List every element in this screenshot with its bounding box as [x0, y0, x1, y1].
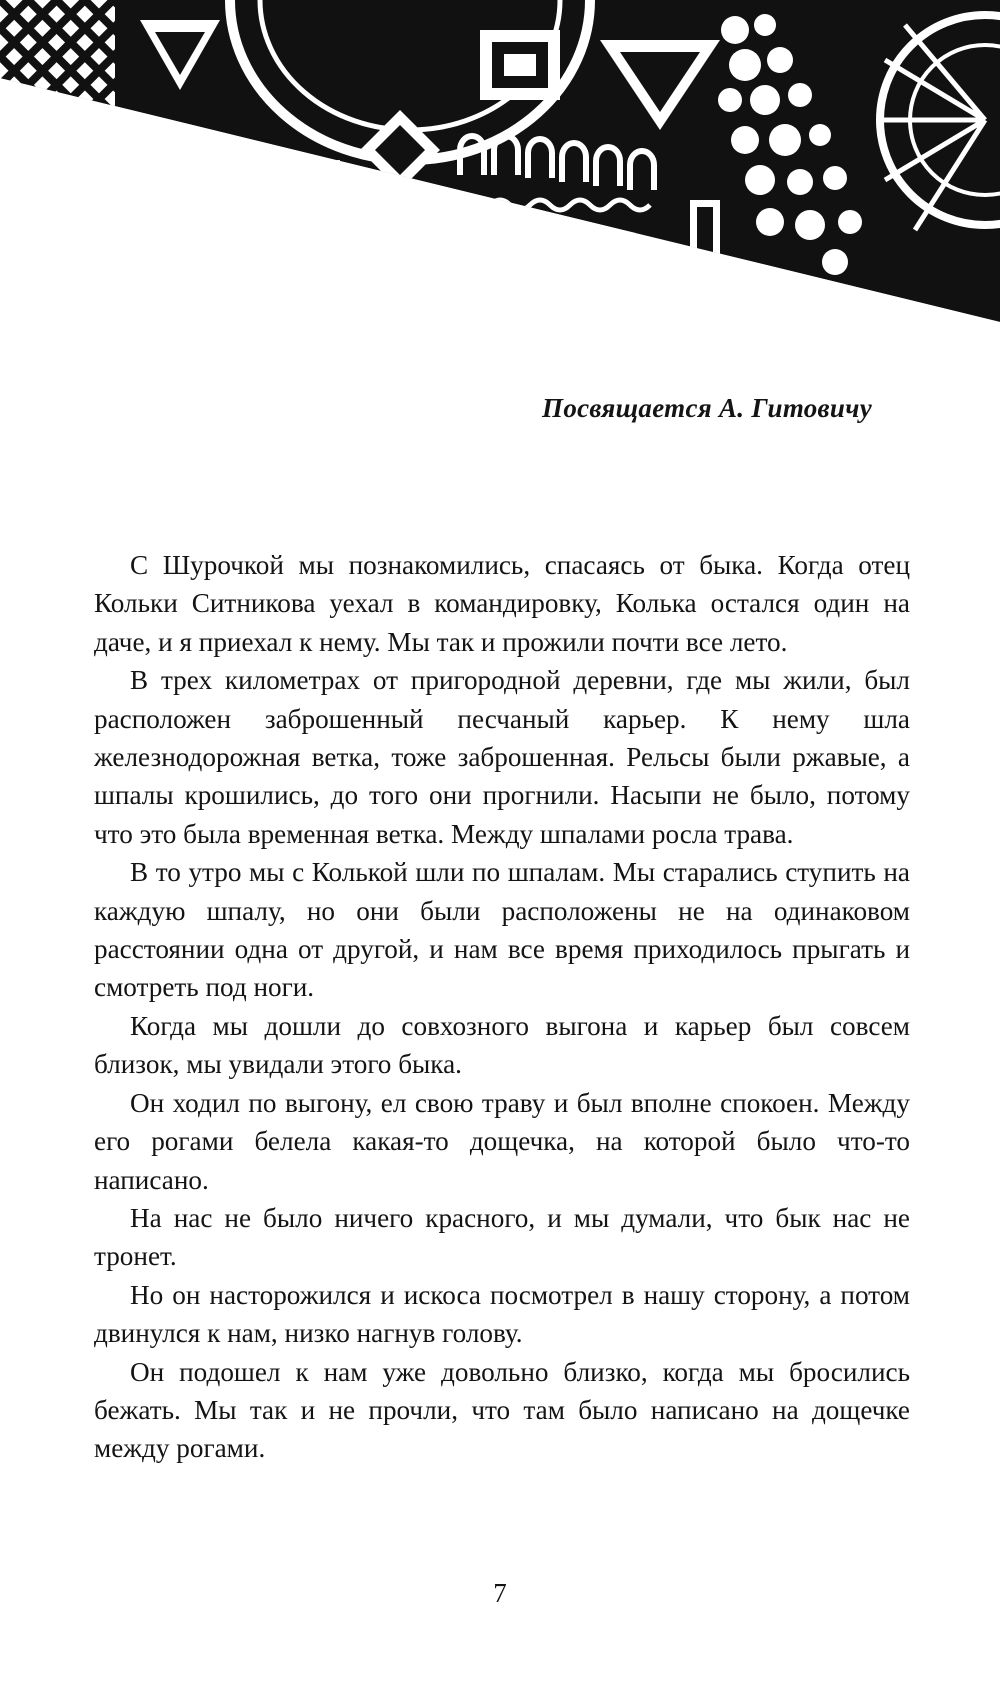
paragraph: Когда мы дошли до совхозного выгона и карьер был совсем близок, мы увидали этого быка.: [94, 1010, 910, 1080]
paragraph: В трех километрах от пригородной деревни, где мы жили, был расположен заброшенный песчаный карьер. К нему шла железнодорожная ветка, тоже заброшенная. Рельсы были ржавые, а шпалы крошились, до того они прогнили. Насыпи не было, потому что это была временная ветка. Между шпалами росла трава.: [94, 665, 910, 849]
paragraph: В то утро мы с Колькой шли по шпалам. Мы старались ступить на каждую шпалу, но они были расположены не на одинаковом расстоянии одна от другой, и нам все время приходилось прыгать и смотреть под ноги.: [94, 857, 910, 1003]
dedication: Посвящается А. Гитовичу: [542, 393, 872, 423]
paragraph: Он ходил по выгону, ел свою траву и был вполне спокоен. Между его рогами белела какая-то дощечка, на которой было что-то написано.: [94, 1087, 910, 1195]
paragraph: На нас не было ничего красного, и мы думали, что бык нас не тронет.: [94, 1202, 910, 1272]
page-number: 7: [493, 1578, 507, 1608]
paragraph: Он подошел к нам уже довольно близко, когда мы бросились бежать. Мы так и не прочли, что там было написано на дощечке между рогами.: [94, 1356, 910, 1464]
body-text: [94, 546, 910, 1468]
decorative-ornament-header: [0, 0, 1000, 330]
paragraph: Но он насторожился и искоса посмотрел в нашу сторону, а потом двинулся к нам, низко нагнув голову.: [94, 1279, 910, 1349]
paragraph: С Шурочкой мы познакомились, спасаясь от быка. Когда отец Кольки Ситникова уехал в командировку, Колька остался один на даче, и я приехал к нему. Мы так и прожили почти все лето.: [94, 550, 910, 657]
